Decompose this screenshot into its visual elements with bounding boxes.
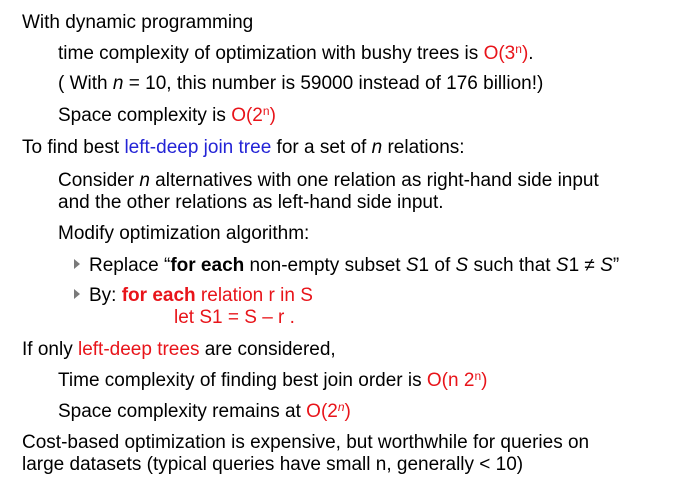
complexity-expression: O(3$^n$) — [483, 42, 529, 64]
complexity-expression: O(2$^n$) — [306, 400, 351, 422]
line-bushy-time-complexity: time complexity of optimization with bushy trees is O(3$^n$). — [58, 42, 534, 64]
triangle-bullet-icon — [74, 289, 80, 299]
line-modify-algorithm: Modify optimization algorithm: — [58, 223, 310, 244]
line-other-relations: and the other relations as left-hand side input. — [58, 192, 444, 213]
line-dynamic-programming — [22, 12, 253, 34]
line-time-complexity-join-order: Time complexity of finding best join order is O(n 2$^n$) — [58, 369, 488, 391]
term-left-deep-join-tree: left-deep join tree — [124, 137, 272, 158]
triangle-bullet-icon — [74, 259, 80, 269]
line-large-datasets: large datasets (typical queries have small n, generally < 10) — [22, 454, 524, 475]
line-let-s1: let S1 = S – r . — [174, 307, 295, 328]
line-cost-based-optimization: Cost-based optimization is expensive, but worthwhile for queries on — [22, 432, 590, 453]
line-consider-alternatives: Consider n alternatives with one relation as right-hand side input — [58, 170, 599, 191]
text: With dynamic programming — [22, 12, 254, 33]
line-by: By: for each relation r in S — [74, 285, 313, 307]
line-example-n10: ( With n = 10, this number is 59000 instead of 176 billion!) — [58, 73, 544, 94]
line-space-complexity: Space complexity is O(2$^n$) — [58, 104, 276, 126]
line-left-deep-join-tree: To find best left-deep join tree for a set of n relations: — [22, 137, 465, 158]
line-if-only-left-deep: If only left-deep trees are considered, — [22, 339, 336, 360]
complexity-expression: O(2$^n$) — [231, 104, 276, 126]
line-replace: Replace “for each non-empty subset S1 of S such that S1 ≠ S” — [74, 255, 619, 277]
complexity-expression: O(n 2$^n$) — [426, 369, 488, 391]
term-left-deep-trees: left-deep trees — [77, 339, 200, 360]
line-space-complexity-remains: Space complexity remains at O(2$^n$) — [58, 400, 351, 422]
